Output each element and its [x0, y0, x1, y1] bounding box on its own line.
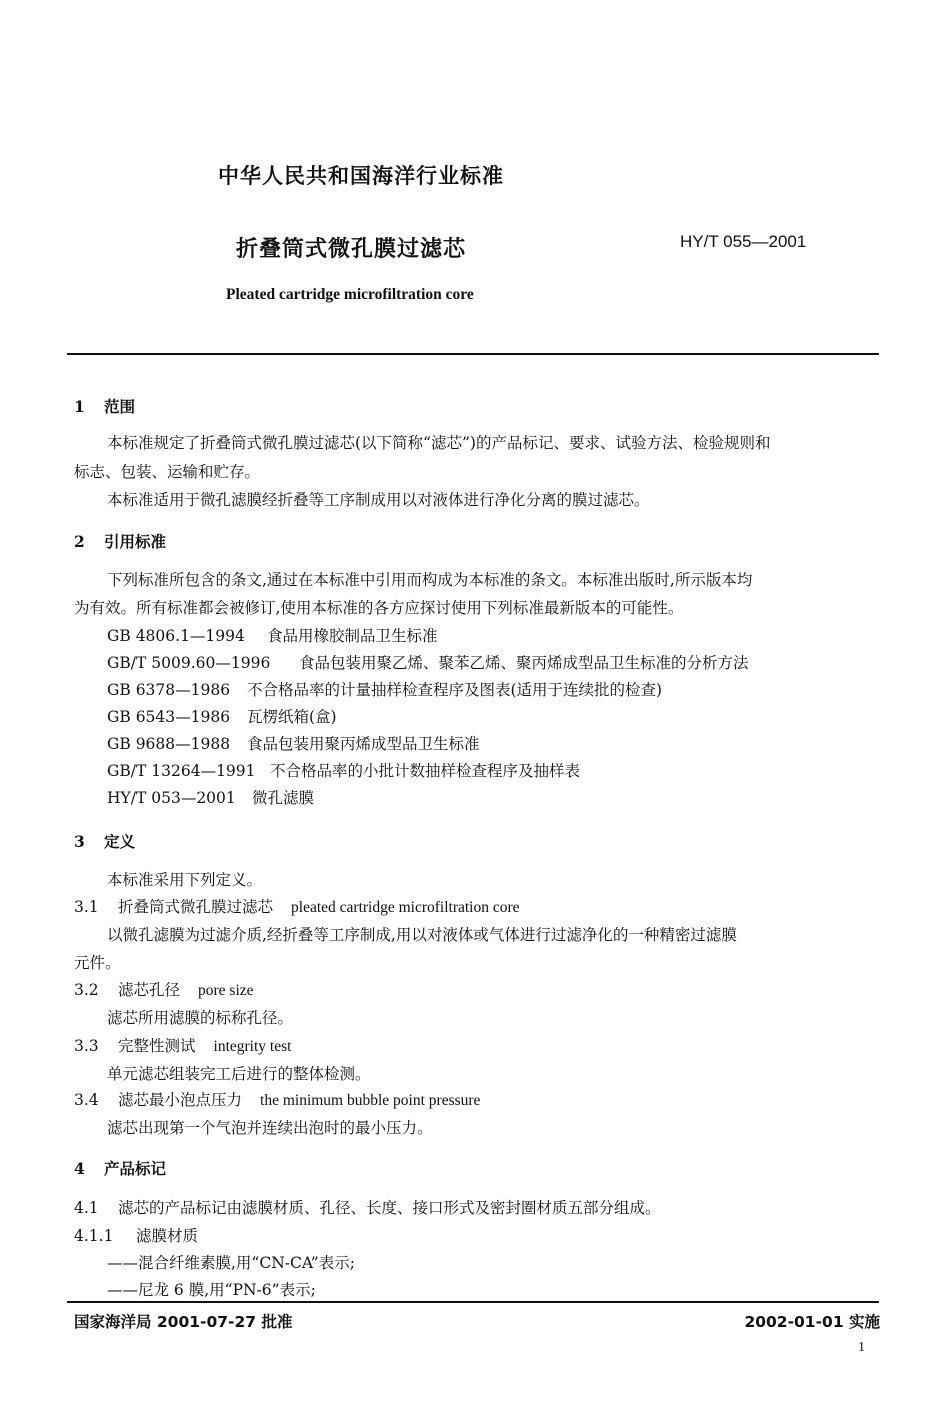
definition-text-line: 元件。: [74, 954, 121, 972]
references-intro-line: 下列标准所包含的条文,通过在本标准中引用而构成为本标准的条文。本标准出版时,所示版本均: [107, 571, 753, 589]
clause-4-1-1: [74, 1223, 198, 1249]
reference-title: 不合格品率的小批计数抽样检查程序及抽样表: [270, 762, 581, 780]
section-number: 3: [74, 832, 85, 851]
definitions-intro: 本标准采用下列定义。: [107, 871, 263, 889]
clause-number: 3.4: [74, 1091, 99, 1109]
definition-3-3-term: [74, 1033, 291, 1060]
term-chinese: 折叠筒式微孔膜过滤芯: [118, 898, 274, 916]
footer-divider: [67, 1301, 879, 1303]
reference-title: 食品包装用聚乙烯、聚苯乙烯、聚丙烯成型品卫生标准的分析方法: [299, 654, 749, 672]
definition-3-2-term: [74, 977, 254, 1004]
reference-code: HY/T 053—2001: [107, 789, 236, 807]
definition-text: 滤芯出现第一个气泡并连续出泡时的最小压力。: [107, 1119, 433, 1137]
term-english: pleated cartridge microfiltration core: [291, 899, 520, 916]
section-title: 定义: [104, 832, 136, 851]
clause-number: 3.1: [74, 898, 99, 916]
clause-number: 3.3: [74, 1037, 99, 1055]
reference-title: 瓦楞纸箱(盒): [247, 708, 337, 726]
reference-title: 食品用橡胶制品卫生标准: [267, 627, 438, 645]
definition-text: 单元滤芯组装完工后进行的整体检测。: [107, 1065, 371, 1083]
reference-code: GB/T 5009.60—1996: [107, 654, 271, 672]
references-intro-line: 为有效。所有标准都会被修订,使用本标准的各方应探讨使用下列标准最新版本的可能性。: [74, 599, 684, 617]
reference-item: [107, 704, 337, 730]
term-english: pore size: [198, 982, 254, 999]
clause-number: 4.1: [74, 1199, 99, 1217]
section-number: 1: [74, 397, 85, 416]
reference-code: GB/T 13264—1991: [107, 762, 256, 780]
section-number: 2: [74, 532, 85, 551]
definition-3-4-term: [74, 1087, 480, 1114]
page-number: 1: [858, 1340, 865, 1355]
term-chinese: 完整性测试: [118, 1037, 196, 1055]
reference-code: GB 4806.1—1994: [107, 627, 245, 645]
definition-3-1-term: [74, 894, 520, 921]
reference-item: [107, 623, 438, 649]
term-english: the minimum bubble point pressure: [260, 1092, 481, 1109]
section-title: 范围: [104, 397, 136, 416]
org-title: 中华人民共和国海洋行业标准: [218, 164, 504, 188]
reference-item: [107, 785, 314, 811]
definition-text-line: 以微孔滤膜为过滤介质,经折叠等工序制成,用以对液体或气体进行过滤净化的一种精密过滤膜: [107, 926, 737, 944]
section-number: 4: [74, 1159, 85, 1178]
list-item: ——尼龙 6 膜,用“PN-6”表示;: [107, 1281, 316, 1299]
english-title: Pleated cartridge microfiltration core: [226, 286, 474, 303]
reference-title: 食品包装用聚丙烯成型品卫生标准: [247, 735, 480, 753]
clause-title: 滤膜材质: [136, 1227, 199, 1245]
section-1-heading: [74, 395, 135, 417]
reference-item: [107, 758, 580, 784]
reference-item: [107, 731, 480, 757]
doc-title: 折叠筒式微孔膜过滤芯: [236, 237, 467, 262]
section-4-heading: [74, 1157, 166, 1179]
section-title: 产品标记: [104, 1159, 167, 1178]
section-3-heading: [74, 830, 135, 852]
definition-text: 滤芯所用滤膜的标称孔径。: [107, 1009, 294, 1027]
section-2-heading: [74, 530, 166, 552]
scope-paragraph: 本标准适用于微孔滤膜经折叠等工序制成用以对液体进行净化分离的膜过滤芯。: [107, 491, 650, 509]
term-chinese: 滤芯孔径: [118, 981, 181, 999]
clause-4-1: [74, 1195, 661, 1221]
clause-number: 3.2: [74, 981, 99, 999]
clause-number: 4.1.1: [74, 1227, 114, 1245]
reference-code: GB 6543—1986: [107, 708, 231, 726]
clause-text: 滤芯的产品标记由滤膜材质、孔径、长度、接口形式及密封圈材质五部分组成。: [118, 1199, 661, 1217]
approval-date: 国家海洋局 2001-07-27 批准: [74, 1313, 293, 1331]
reference-title: 不合格品率的计量抽样检查程序及图表(适用于连续批的检查): [247, 681, 663, 699]
list-item: ——混合纤维素膜,用“CN-CA”表示;: [107, 1254, 355, 1272]
implementation-date: 2002-01-01 实施: [744, 1313, 880, 1331]
reference-code: GB 6378—1986: [107, 681, 231, 699]
standard-number: HY/T 055—2001: [680, 232, 807, 251]
scope-paragraph-line: 本标准规定了折叠筒式微孔膜过滤芯(以下简称“滤芯”)的产品标记、要求、试验方法、检验规则和: [107, 434, 771, 452]
reference-item: [107, 650, 749, 676]
term-english: integrity test: [213, 1038, 292, 1055]
reference-title: 微孔滤膜: [252, 789, 315, 807]
reference-item: [107, 677, 662, 703]
scope-paragraph-line: 标志、包装、运输和贮存。: [74, 463, 261, 481]
header-divider: [67, 353, 879, 355]
reference-code: GB 9688—1988: [107, 735, 231, 753]
term-chinese: 滤芯最小泡点压力: [118, 1091, 243, 1109]
section-title: 引用标准: [104, 532, 167, 551]
